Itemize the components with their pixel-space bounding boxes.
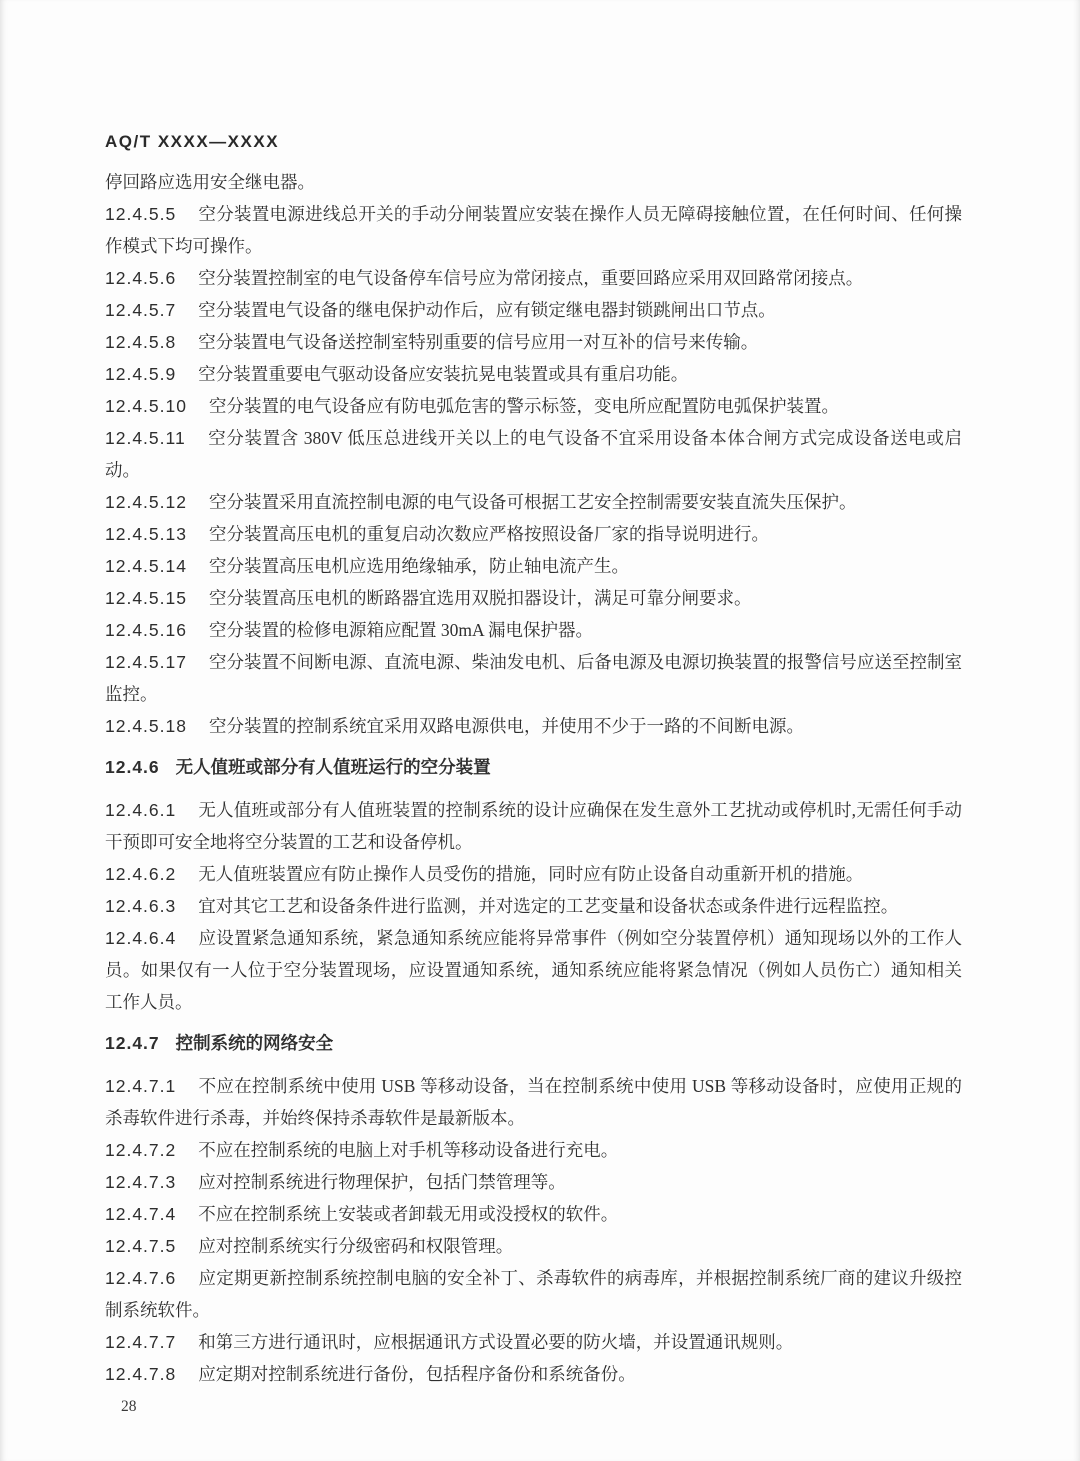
clause-number: 12.4.7.7 — [105, 1332, 177, 1352]
clause-number: 12.4.6.1 — [105, 800, 177, 820]
clause-paragraph — [105, 922, 962, 1018]
clause-number: 12.4.5.16 — [105, 620, 187, 640]
clause-paragraph — [105, 390, 962, 422]
page-number: 28 — [121, 1398, 137, 1415]
clause-text: 空分装置控制室的电气设备停车信号应为常闭接点，重要回路应采用双回路常闭接点。 — [198, 268, 864, 288]
document-content — [105, 166, 962, 1390]
clause-paragraph — [105, 326, 962, 358]
clause-number: 12.4.7.5 — [105, 1236, 177, 1256]
clause-text: 应对控制系统进行物理保护，包括门禁管理等。 — [198, 1172, 566, 1192]
clause-number: 12.4.6.3 — [105, 896, 177, 916]
clause-paragraph — [105, 1198, 962, 1230]
clause-paragraph — [105, 518, 962, 550]
clause-paragraph — [105, 262, 962, 294]
clause-text: 不应在控制系统上安装或者卸载无用或没授权的软件。 — [198, 1204, 619, 1224]
clause-paragraph — [105, 1166, 962, 1198]
clause-paragraph — [105, 614, 962, 646]
clause-text: 空分装置电气设备送控制室特别重要的信号应用一对互补的信号来传输。 — [198, 332, 759, 352]
clause-paragraph — [105, 1358, 962, 1390]
clause-text: 不应在控制系统的电脑上对手机等移动设备进行充电。 — [198, 1140, 619, 1160]
clause-text: 空分装置重要电气驱动设备应安装抗晃电装置或具有重启功能。 — [198, 364, 689, 384]
clause-number: 12.4.5.5 — [105, 204, 177, 224]
clause-text: 无人值班或部分有人值班装置的控制系统的设计应确保在发生意外工艺扰动或停机时,无需任何手动干预即可安全地将空分装置的工艺和设备停机。 — [105, 800, 962, 852]
clause-paragraph — [105, 198, 962, 262]
section-number: 12.4.6 — [105, 757, 160, 777]
clause-paragraph — [105, 1230, 962, 1262]
clause-paragraph — [105, 1070, 962, 1134]
clause-paragraph — [105, 858, 962, 890]
heading-text: 控制系统的网络安全 — [175, 1033, 334, 1053]
clause-text: 空分装置的控制系统宜采用双路电源供电，并使用不少于一路的不间断电源。 — [208, 716, 804, 736]
clause-text: 宜对其它工艺和设备条件进行监测，并对选定的工艺变量和设备状态或条件进行远程监控。 — [198, 896, 899, 916]
clause-number: 12.4.7.2 — [105, 1140, 177, 1160]
clause-number: 12.4.5.10 — [105, 396, 187, 416]
clause-number: 12.4.7.6 — [105, 1268, 177, 1288]
running-header-doc-code: AQ/T XXXX—XXXX — [105, 132, 280, 151]
heading-text: 无人值班或部分有人值班运行的空分装置 — [175, 757, 491, 777]
clause-number: 12.4.5.9 — [105, 364, 177, 384]
clause-text: 空分装置电气设备的继电保护动作后，应有锁定继电器封锁跳闸出口节点。 — [198, 300, 776, 320]
clause-text: 空分装置不间断电源、直流电源、柴油发电机、后备电源及电源切换装置的报警信号应送至控制室监控。 — [105, 652, 962, 704]
clause-number: 12.4.5.14 — [105, 556, 187, 576]
clause-text: 空分装置采用直流控制电源的电气设备可根据工艺安全控制需要安装直流失压保护。 — [208, 492, 857, 512]
section-number: 12.4.7 — [105, 1033, 160, 1053]
clause-paragraph — [105, 794, 962, 858]
clause-text: 应设置紧急通知系统，紧急通知系统应能将异常事件（例如空分装置停机）通知现场以外的工作人员。如果仅有一人位于空分装置现场，应设置通知系统，通知系统应能将紧急情况（例如人员伤亡）通知相关工作人员。 — [105, 928, 962, 1012]
clause-text: 空分装置高压电机的重复启动次数应严格按照设备厂家的指导说明进行。 — [208, 524, 769, 544]
clause-text: 停回路应选用安全继电器。 — [105, 172, 315, 192]
clause-paragraph — [105, 1262, 962, 1326]
clause-number: 12.4.6.2 — [105, 864, 177, 884]
clause-text: 空分装置电源进线总开关的手动分闸装置应安装在操作人员无障碍接触位置，在任何时间、任何操作模式下均可操作。 — [105, 204, 962, 256]
clause-paragraph — [105, 358, 962, 390]
clause-number: 12.4.7.4 — [105, 1204, 177, 1224]
clause-text: 空分装置高压电机的断路器宜选用双脱扣器设计，满足可靠分闸要求。 — [208, 588, 752, 608]
clause-paragraph — [105, 422, 962, 486]
clause-text: 空分装置含 380V 低压总进线开关以上的电气设备不宜采用设备本体合闸方式完成设备送电或启动。 — [105, 428, 962, 480]
clause-text: 和第三方进行通讯时，应根据通讯方式设置必要的防火墙，并设置通讯规则。 — [198, 1332, 794, 1352]
clause-paragraph — [105, 582, 962, 614]
clause-paragraph — [105, 486, 962, 518]
clause-number: 12.4.5.15 — [105, 588, 187, 608]
clause-number: 12.4.7.1 — [105, 1076, 177, 1096]
clause-number: 12.4.5.8 — [105, 332, 177, 352]
clause-number: 12.4.7.3 — [105, 1172, 177, 1192]
clause-number: 12.4.5.18 — [105, 716, 187, 736]
section-heading — [105, 751, 962, 783]
clause-paragraph — [105, 294, 962, 326]
clause-paragraph — [105, 1326, 962, 1358]
clause-paragraph — [105, 646, 962, 710]
clause-paragraph — [105, 550, 962, 582]
clause-text: 无人值班装置应有防止操作人员受伤的措施，同时应有防止设备自动重新开机的措施。 — [198, 864, 864, 884]
clause-text: 空分装置的检修电源箱应配置 30mA 漏电保护器。 — [208, 620, 594, 640]
clause-text: 空分装置的电气设备应有防电弧危害的警示标签，变电所应配置防电弧保护装置。 — [208, 396, 839, 416]
clause-text: 应定期对控制系统进行备份，包括程序备份和系统备份。 — [198, 1364, 636, 1384]
clause-number: 12.4.5.6 — [105, 268, 177, 288]
clause-paragraph — [105, 890, 962, 922]
clause-paragraph — [105, 1134, 962, 1166]
clause-number: 12.4.6.4 — [105, 928, 177, 948]
clause-text: 应对控制系统实行分级密码和权限管理。 — [198, 1236, 514, 1256]
clause-number: 12.4.7.8 — [105, 1364, 177, 1384]
continuation-paragraph — [105, 166, 962, 198]
clause-paragraph — [105, 710, 962, 742]
clause-text: 空分装置高压电机应选用绝缘轴承，防止轴电流产生。 — [208, 556, 629, 576]
clause-text: 不应在控制系统中使用 USB 等移动设备，当在控制系统中使用 USB 等移动设备时，应使用正规的杀毒软件进行杀毒，并始终保持杀毒软件是最新版本。 — [105, 1076, 962, 1128]
clause-number: 12.4.5.13 — [105, 524, 187, 544]
clause-text: 应定期更新控制系统控制电脑的安全补丁、杀毒软件的病毒库，并根据控制系统厂商的建议升级控制系统软件。 — [105, 1268, 962, 1320]
section-heading — [105, 1027, 962, 1059]
clause-number: 12.4.5.12 — [105, 492, 187, 512]
clause-number: 12.4.5.17 — [105, 652, 187, 672]
clause-number: 12.4.5.7 — [105, 300, 177, 320]
clause-number: 12.4.5.11 — [105, 428, 186, 448]
